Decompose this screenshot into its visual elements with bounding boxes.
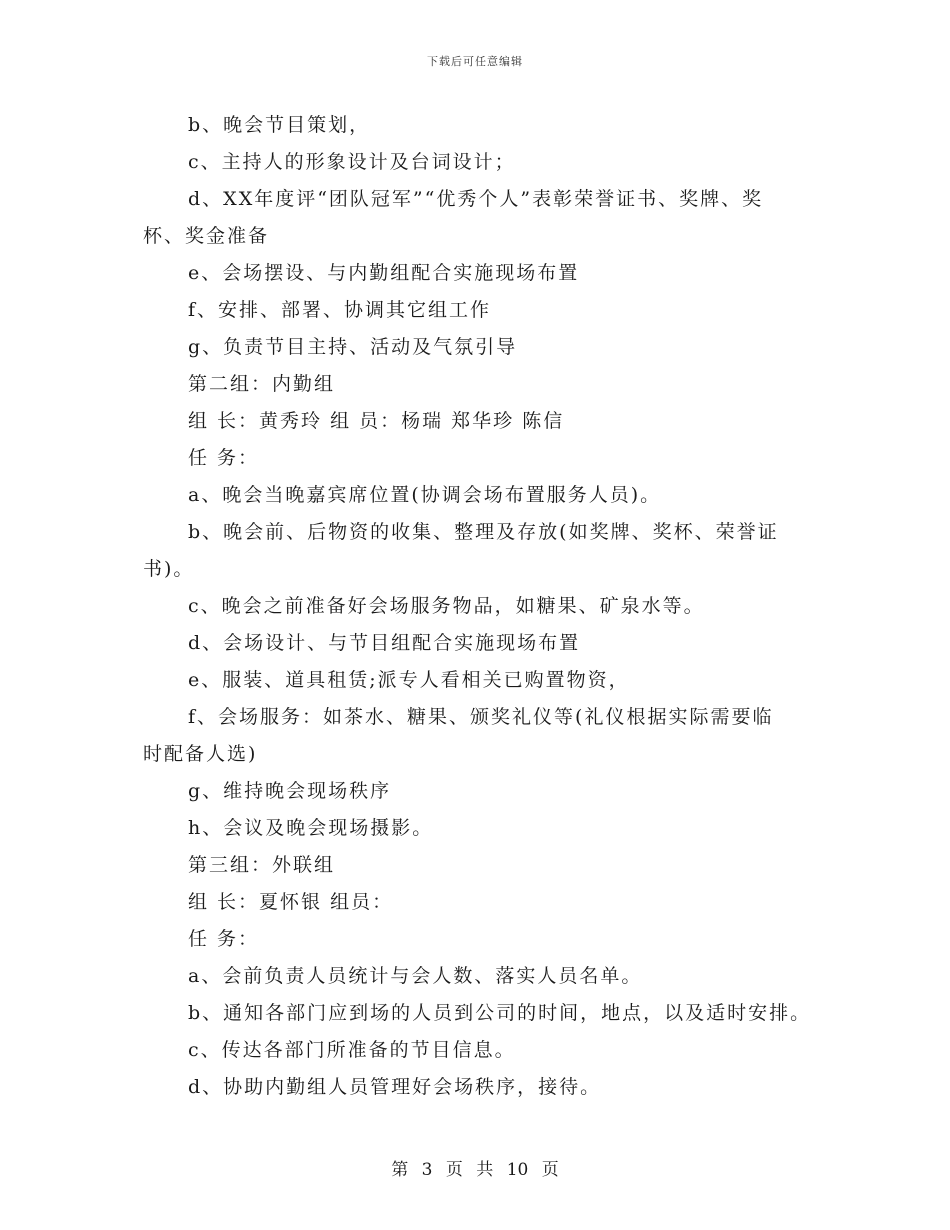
text-line: e、服装、道具租赁;派专人看相关已购置物资， xyxy=(188,669,630,691)
total-pages-suffix: 页 xyxy=(541,1160,559,1180)
text-line: 第三组：外联组 xyxy=(188,854,336,876)
document-body xyxy=(143,107,815,1106)
text-line: b、晚会节目策划， xyxy=(188,114,371,136)
page-number-word: 页 xyxy=(445,1160,463,1180)
text-line: c、晚会之前准备好会场服务物品，如糖果、矿泉水等。 xyxy=(188,595,705,617)
page-number-prefix: 第 xyxy=(391,1160,409,1180)
total-pages-word: 共 xyxy=(476,1160,494,1180)
text-line: 书)。 xyxy=(143,558,195,580)
text-line: b、通知各部门应到场的人员到公司的时间，地点，以及适时安排。 xyxy=(188,1002,812,1024)
text-line: d、会场设计、与节目组配合实施现场布置 xyxy=(188,632,581,654)
total-page-count: 10 xyxy=(506,1160,529,1180)
page-footer xyxy=(0,1155,950,1180)
text-line: e、会场摆设、与内勤组配合实施现场布置 xyxy=(188,262,580,284)
text-line: c、主持人的形象设计及台词设计； xyxy=(188,151,516,173)
text-line: a、会前负责人员统计与会人数、落实人员名单。 xyxy=(188,965,643,987)
text-line: h、会议及晚会现场摄影。 xyxy=(188,817,434,839)
text-line: f、安排、部署、协调其它组工作 xyxy=(188,299,492,321)
text-line: g、维持晚会现场秩序 xyxy=(188,780,392,802)
text-line: 组 长：夏怀银 组员： xyxy=(188,891,394,913)
text-line: 任 务： xyxy=(188,447,260,469)
text-line: f、会场服务：如茶水、糖果、颁奖礼仪等(礼仪根据实际需要临 xyxy=(188,706,774,728)
current-page-number: 3 xyxy=(421,1160,433,1180)
text-line: d、XX年度评“团队冠军”“优秀个人”表彰荣誉证书、奖牌、奖 xyxy=(188,188,764,210)
text-line: 任 务： xyxy=(188,928,260,950)
text-line: g、负责节目主持、活动及气氛引导 xyxy=(188,336,518,358)
text-line: c、传达各部门所准备的节目信息。 xyxy=(188,1039,516,1061)
text-line: 组 长：黄秀玲 组 员：杨瑞 郑华珍 陈信 xyxy=(188,410,565,432)
text-line: d、协助内勤组人员管理好会场秩序，接待。 xyxy=(188,1076,602,1098)
page-header: 下载后可任意编辑 xyxy=(427,55,523,68)
text-line: a、晚会当晚嘉宾席位置(协调会场布置服务人员)。 xyxy=(188,484,662,506)
text-line: 杯、奖金准备 xyxy=(143,225,270,247)
text-line: 时配备人选) xyxy=(143,743,258,765)
text-line: b、晚会前、后物资的收集、整理及存放(如奖牌、奖杯、荣誉证 xyxy=(188,521,779,543)
text-line: 第二组：内勤组 xyxy=(188,373,336,395)
